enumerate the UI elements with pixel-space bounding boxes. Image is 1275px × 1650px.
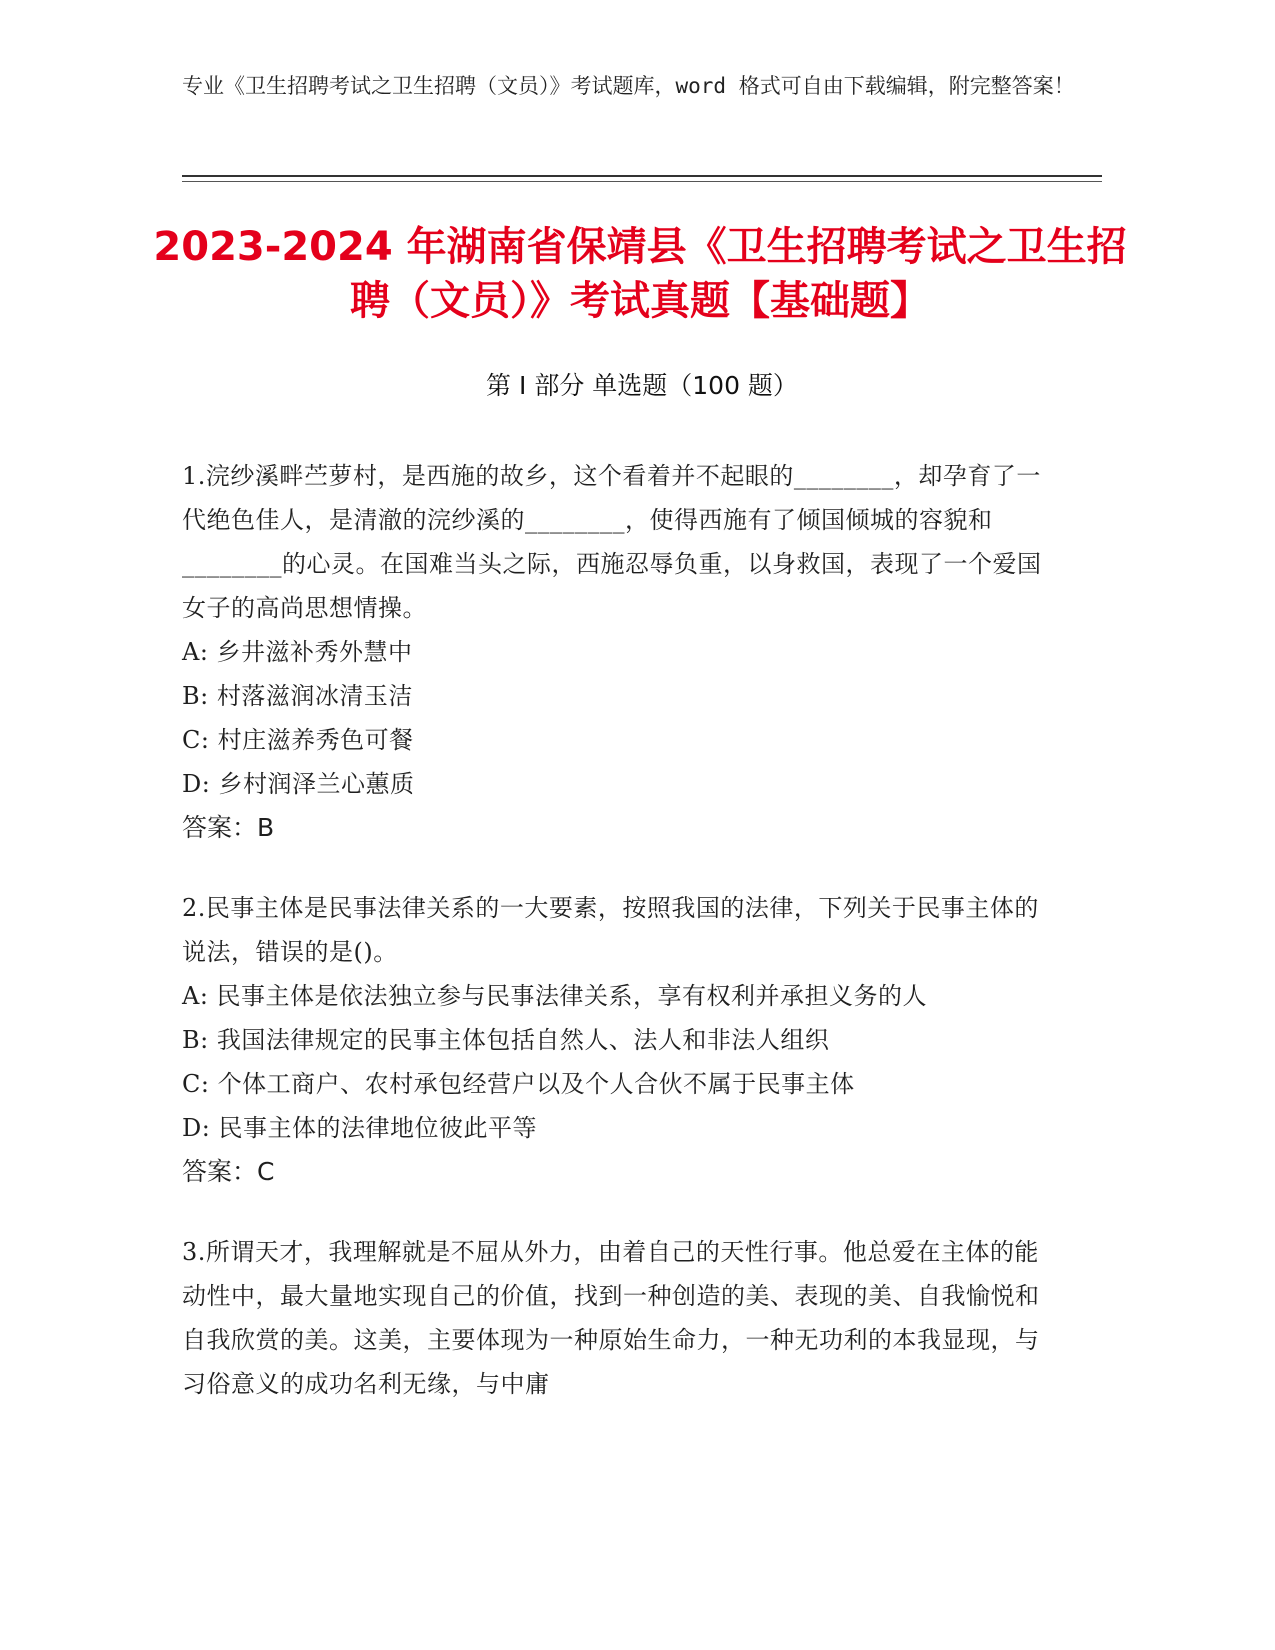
- header-rule-thick: [182, 175, 1102, 177]
- question-1: [182, 454, 1042, 850]
- question-stem: 2.民事主体是民事法律关系的一大要素，按照我国的法律，下列关于民事主体的说法，错误的是()。: [182, 894, 1039, 966]
- question-list: [182, 454, 1042, 1442]
- question-stem: 1.浣纱溪畔苎萝村，是西施的故乡，这个看着并不起眼的________，却孕育了一代绝色佳人，是清澈的浣纱溪的________，使得西施有了倾国倾城的容貌和________的心灵。在国难当头之际，西施忍辱负重，以身救国，表现了一个爱国女子的高尚思想情操。: [182, 462, 1042, 622]
- option-b: B: 村落滋润冰清玉洁: [182, 682, 413, 710]
- header-rule-thin: [182, 181, 1102, 182]
- header-note: 专业《卫生招聘考试之卫生招聘（文员）》考试题库，word 格式可自由下载编辑，附完整答案！: [182, 74, 1075, 98]
- question-3: [182, 1230, 1042, 1406]
- option-b: B: 我国法律规定的民事主体包括自然人、法人和非法人组织: [182, 1026, 830, 1054]
- option-c: C: 村庄滋养秀色可餐: [182, 726, 414, 754]
- section-heading: 第 I 部分 单选题（100 题）: [486, 371, 798, 400]
- option-d: D: 乡村润泽兰心蕙质: [182, 770, 415, 798]
- option-c: C: 个体工商户、农村承包经营户以及个人合伙不属于民事主体: [182, 1070, 855, 1098]
- question-stem: 3.所谓天才，我理解就是不屈从外力，由着自己的天性行事。他总爱在主体的能动性中，最大量地实现自己的价值，找到一种创造的美、表现的美、自我愉悦和自我欣赏的美。这美，主要体现为一种原始生命力，一种无功利的本我显现，与习俗意义的成功名利无缘，与中庸: [182, 1238, 1040, 1398]
- option-d: D: 民事主体的法律地位彼此平等: [182, 1114, 537, 1142]
- option-a: A: 乡井滋补秀外慧中: [182, 638, 413, 666]
- document-title: 2023-2024 年湖南省保靖县《卫生招聘考试之卫生招聘（文员）》考试真题【基础题】: [153, 224, 1127, 324]
- option-a: A: 民事主体是依法独立参与民事法律关系，享有权利并承担义务的人: [182, 982, 928, 1010]
- answer: 答案：B: [182, 813, 275, 842]
- answer: 答案：C: [182, 1157, 275, 1186]
- question-2: [182, 886, 1042, 1194]
